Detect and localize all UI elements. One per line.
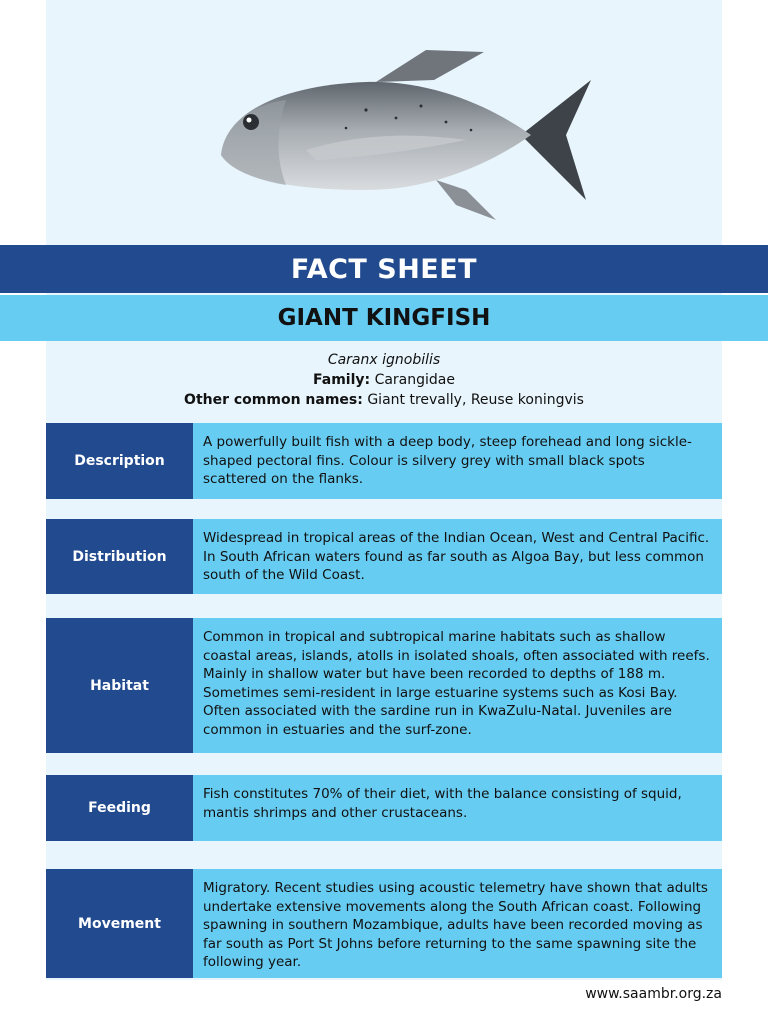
- common-names-label: Other common names:: [184, 392, 363, 408]
- section-label: Movement: [46, 869, 193, 978]
- section-text: A powerfully built fish with a deep body, steep forehead and long sickle-shaped pectoral fins. Colour is silvery grey with small black spots scattered on the flanks.: [193, 423, 722, 499]
- fact-sheet-banner: FACT SHEET: [0, 245, 768, 293]
- section-text: Widespread in tropical areas of the Indian Ocean, West and Central Pacific. In South African waters found as far south as Algoa Bay, but less common south of the Wild Coast.: [193, 519, 722, 594]
- fish-image-area: [46, 0, 722, 245]
- common-names-value: Giant trevally, Reuse koningvis: [367, 392, 584, 408]
- common-names-line: [46, 390, 722, 410]
- section-feeding: [46, 775, 722, 841]
- section-habitat: [46, 618, 722, 753]
- website-link[interactable]: www.saambr.org.za: [585, 986, 722, 1002]
- species-info: [46, 350, 722, 410]
- species-title: GIANT KINGFISH: [0, 295, 768, 341]
- section-description: [46, 423, 722, 499]
- family-value: Carangidae: [374, 372, 455, 388]
- section-text: Fish constitutes 70% of their diet, with the balance consisting of squid, mantis shrimps and other crustaceans.: [193, 775, 722, 841]
- section-text: Migratory. Recent studies using acoustic telemetry have shown that adults undertake extensive movements along the South African coast. Following spawning in southern Mozambique, adults have been recorded moving as far south as Port St Johns before returning to the same spawning site the following year.: [193, 869, 722, 978]
- section-label: Habitat: [46, 618, 193, 753]
- scientific-name: Caranx ignobilis: [327, 352, 441, 368]
- section-label: Feeding: [46, 775, 193, 841]
- section-distribution: [46, 519, 722, 594]
- section-label: Distribution: [46, 519, 193, 594]
- section-text: Common in tropical and subtropical marine habitats such as shallow coastal areas, islands, atolls in isolated shoals, often associated with reefs. Mainly in shallow water but have been recorded to depths of 188 m. Sometimes semi-resident in large estuarine systems such as Kosi Bay. Often associated with the sardine run in KwaZulu-Natal. Juveniles are common in estuaries and the surf-zone.: [193, 618, 722, 753]
- family-label: Family:: [313, 372, 371, 388]
- section-label: Description: [46, 423, 193, 499]
- family-line: [46, 370, 722, 390]
- giant-kingfish-illustration: [166, 40, 606, 225]
- section-movement: [46, 869, 722, 978]
